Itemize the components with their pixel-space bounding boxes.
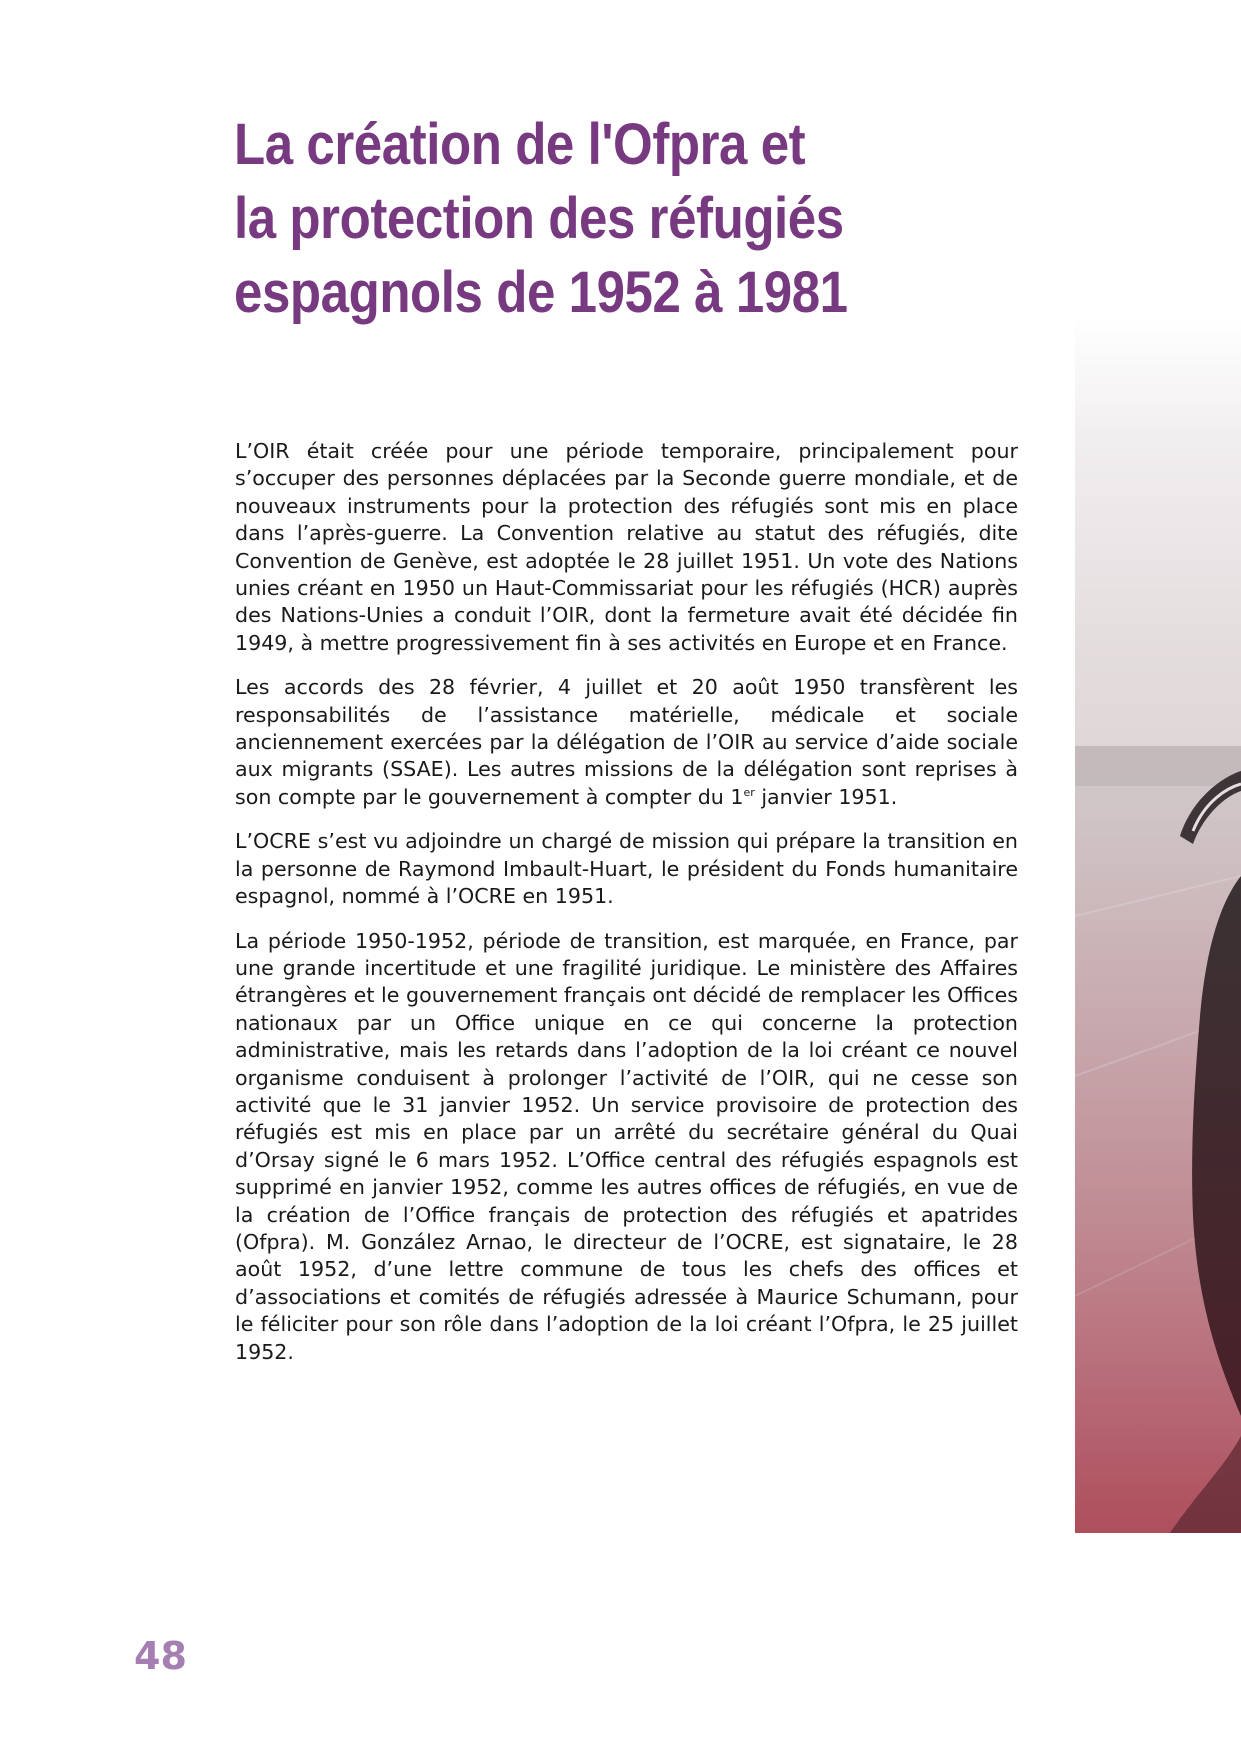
page-title <box>234 108 903 330</box>
title-line-1: La création de l'Ofpra et <box>234 112 806 177</box>
archival-photo <box>1075 316 1241 1533</box>
paragraph-2 <box>235 674 1018 811</box>
paragraph-1: L’OIR était créée pour une période temporaire, principalement pour s’occuper des personnes déplacées par la Seconde guerre mondiale, et de nouveaux instruments pour la protection des réfugiés sont mis en place dans l’après-guerre. La Convention relative au statut des réfugiés, dite Convention de Genève, est adoptée le 28 juillet 1951. Un vote des Nations unies créant en 1950 un Haut-Commissariat pour les réfugiés (HCR) auprès des Nations-Unies a conduit l’OIR, dont la fermeture avait été décidée fin 1949, à mettre progressivement fin à ses activités en Europe et en France. <box>235 439 1018 655</box>
photo-illustration <box>1075 316 1241 1533</box>
paragraph-2-end: janvier 1951. <box>754 784 898 809</box>
ordinal-superscript: er <box>743 786 755 800</box>
title-line-3: espagnols de 1952 à 1981 <box>234 260 848 325</box>
body-text <box>235 438 1018 1383</box>
paragraph-3: L’OCRE s’est vu adjoindre un chargé de mission qui prépare la transition en la personne de Raymond Imbault-Huart, le président du Fonds humanitaire espagnol, nommé à l’OCRE en 1951. <box>235 829 1018 909</box>
title-line-2: la protection des réfugiés <box>234 186 844 251</box>
page-number: 48 <box>134 1634 187 1678</box>
paragraph-2-text: Les accords des 28 février, 4 juillet et 20 août 1950 transfèrent les responsabilités de l’assistance matérielle, médicale et sociale anciennement exercées par la délégation de l’OIR au service d’aide sociale aux migrants (SSAE). Les autres missions de la délégation sont reprises à son compte par le gouvernement à compter du 1 <box>235 675 1018 809</box>
paragraph-4: La période 1950-1952, période de transition, est marquée, en France, par une grande incertitude et une fragilité juridique. Le ministère des Affaires étrangères et le gouvernement français ont décidé de remplacer les Offices nationaux par un Office unique en ce qui concerne la protection administrative, mais les retards dans l’adoption de la loi créant ce nouvel organisme conduisent à prolonger l’activité de l’OIR, qui ne cesse son activité que le 31 janvier 1952. Un service provisoire de protection des réfugiés est mis en place par un arrêté du secrétaire général du Quai d’Orsay signé le 6 mars 1952. L’Office central des réfugiés espagnols est supprimé en janvier 1952, comme les autres offices de réfugiés, en vue de la création de l’Office français de protection des réfugiés et apatrides (Ofpra). M. González Arnao, le directeur de l’OCRE, est signataire, le 28 août 1952, d’une lettre commune de tous les chefs des offices et d’associations et comités de réfugiés adressée à Maurice Schumann, pour le féliciter pour son rôle dans l’adoption de la loi créant l’Ofpra, le 25 juillet 1952. <box>235 928 1018 1364</box>
